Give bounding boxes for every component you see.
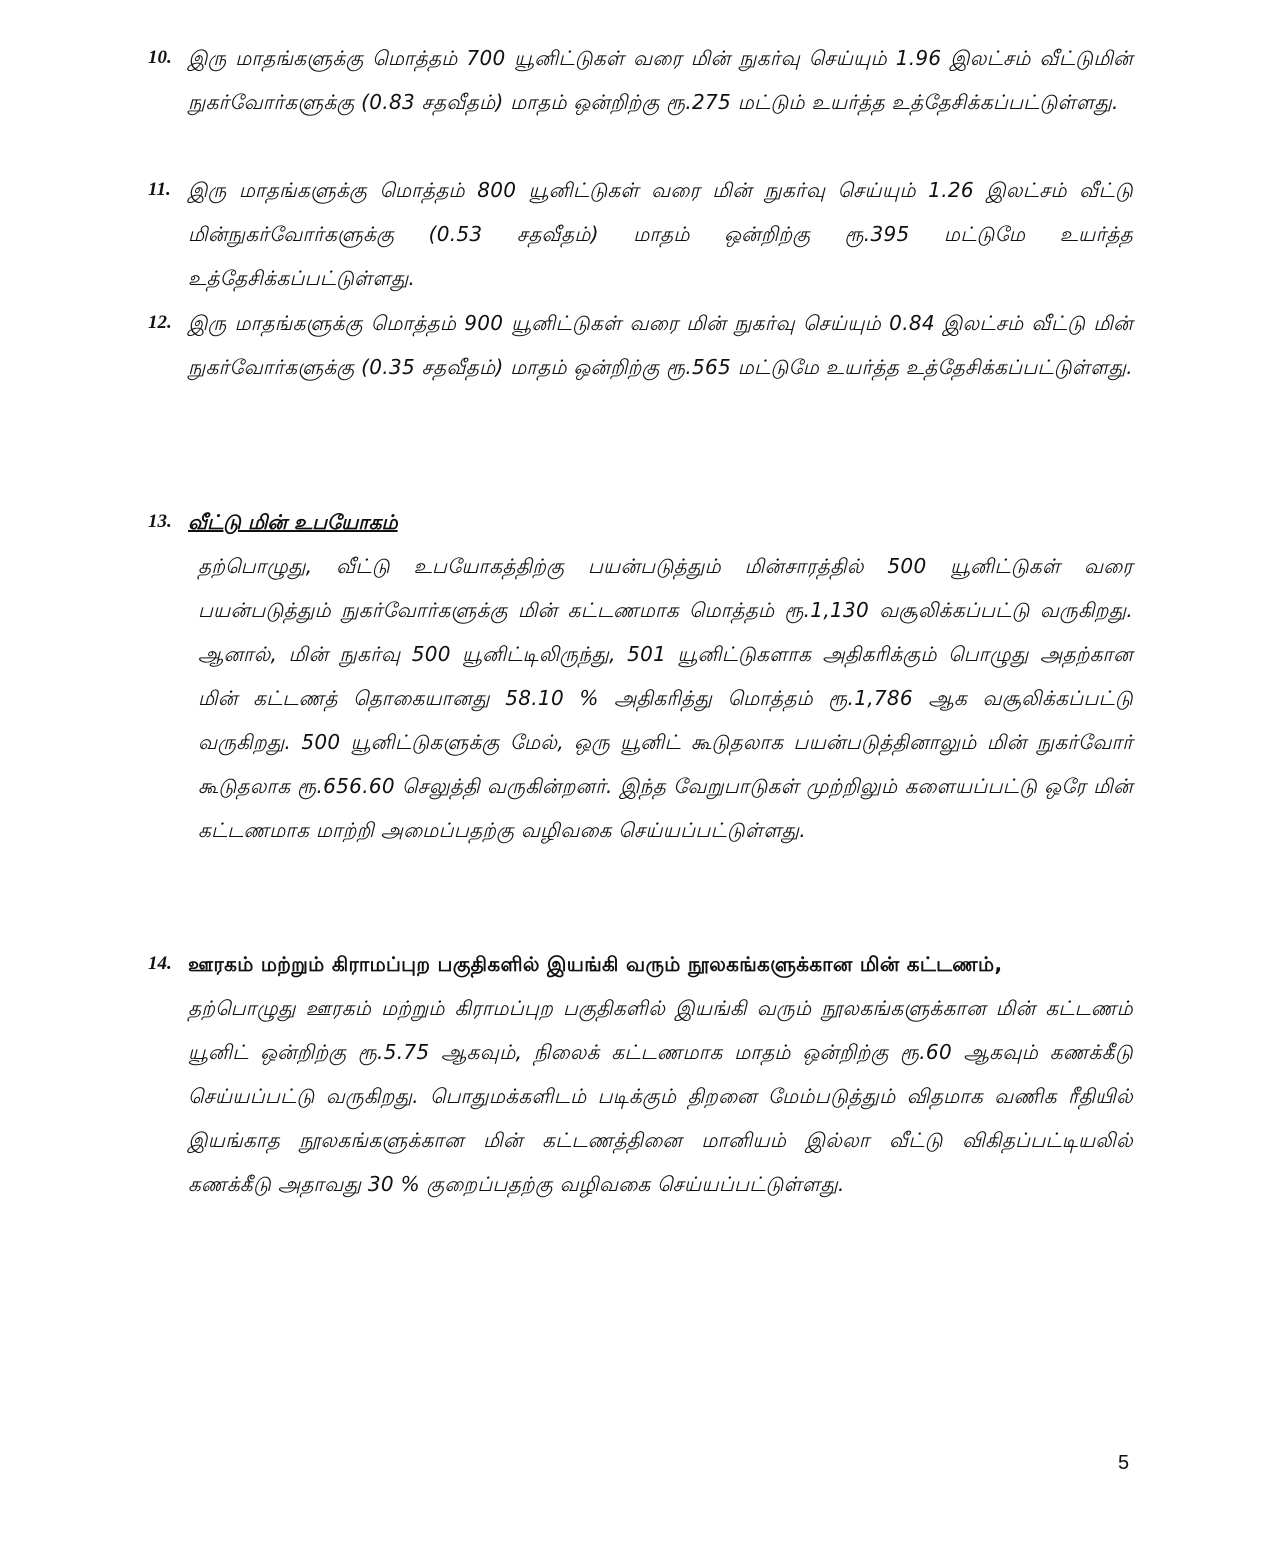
- section-heading: ஊரகம் மற்றும் கிராமப்புற பகுதிகளில் இயங்கி வரும் நூலகங்களுக்கான மின் கட்டணம்,: [188, 952, 1003, 976]
- item-number: 13.: [148, 511, 172, 532]
- list-item-14: [148, 942, 1133, 1206]
- list-item-13: [148, 500, 1133, 852]
- list-item-12: [148, 301, 1133, 389]
- item-text: இரு மாதங்களுக்கு மொத்தம் 700 யூனிட்டுகள் வரை மின் நுகர்வு செய்யும் 1.96 இலட்சம் வீட்டுமின் நுகர்வோர்களுக்கு (0.83 சதவீதம்) மாதம் ஒன்றிற்கு ரூ.275 மட்டும் உயர்த்த உத்தேசிக்கப்பட்டுள்ளது.: [188, 46, 1133, 114]
- list-item-11: [148, 168, 1133, 300]
- section-body: தற்பொழுது, வீட்டு உபயோகத்திற்கு பயன்படுத்தும் மின்சாரத்தில் 500 யூனிட்டுகள் வரை பயன்படுத்தும் நுகர்வோர்களுக்கு மின் கட்டணமாக மொத்தம் ரூ.1,130 வசூலிக்கப்பட்டு வருகிறது. ஆனால், மின் நுகர்வு 500 யூனிட்டிலிருந்து, 501 யூனிட்டுகளாக அதிகரிக்கும் பொழுது அதற்கான மின் கட்டணத் தொகையானது 58.10 % அதிகரித்து மொத்தம் ரூ.1,786 ஆக வசூலிக்கப்பட்டு வருகிறது. 500 யூனிட்டுகளுக்கு மேல், ஒரு யூனிட் கூடுதலாக பயன்படுத்தினாலும் மின் நுகர்வோர் கூடுதலாக ரூ.656.60 செலுத்தி வருகின்றனர். இந்த வேறுபாடுகள் முற்றிலும் களையப்பட்டு ஒரே மின் கட்டணமாக மாற்றி அமைப்பதற்கு வழிவகை செய்யப்பட்டுள்ளது.: [198, 554, 1133, 842]
- item-number: 10.: [148, 47, 172, 68]
- section-heading: வீட்டு மின் உபயோகம்: [188, 510, 398, 534]
- item-text: இரு மாதங்களுக்கு மொத்தம் 800 யூனிட்டுகள் வரை மின் நுகர்வு செய்யும் 1.26 இலட்சம் வீட்டு மின்நுகர்வோர்களுக்கு (0.53 சதவீதம்) மாதம் ஒன்றிற்கு ரூ.395 மட்டுமே உயர்த்த உத்தேசிக்கப்பட்டுள்ளது.: [188, 178, 1133, 290]
- section-body: தற்பொழுது ஊரகம் மற்றும் கிராமப்புற பகுதிகளில் இயங்கி வரும் நூலகங்களுக்கான மின் கட்டணம் யூனிட் ஒன்றிற்கு ரூ.5.75 ஆகவும், நிலைக் கட்டணமாக மாதம் ஒன்றிற்கு ரூ.60 ஆகவும் கணக்கீடு செய்யப்பட்டு வருகிறது. பொதுமக்களிடம் படிக்கும் திறனை மேம்படுத்தும் விதமாக வணிக ரீதியில் இயங்காத நூலகங்களுக்கான மின் கட்டணத்தினை மானியம் இல்லா வீட்டு விகிதப்பட்டியலில் கணக்கீடு அதாவது 30 % குறைப்பதற்கு வழிவகை செய்யப்பட்டுள்ளது.: [188, 996, 1133, 1196]
- page-number: 5: [1118, 1452, 1130, 1474]
- item-number: 12.: [148, 312, 172, 333]
- list-item-10: [148, 36, 1133, 124]
- item-number: 14.: [148, 953, 172, 974]
- item-text: இரு மாதங்களுக்கு மொத்தம் 900 யூனிட்டுகள் வரை மின் நுகர்வு செய்யும் 0.84 இலட்சம் வீட்டு மின் நுகர்வோர்களுக்கு (0.35 சதவீதம்) மாதம் ஒன்றிற்கு ரூ.565 மட்டுமே உயர்த்த உத்தேசிக்கப்பட்டுள்ளது.: [188, 311, 1133, 379]
- item-number: 11.: [148, 179, 171, 200]
